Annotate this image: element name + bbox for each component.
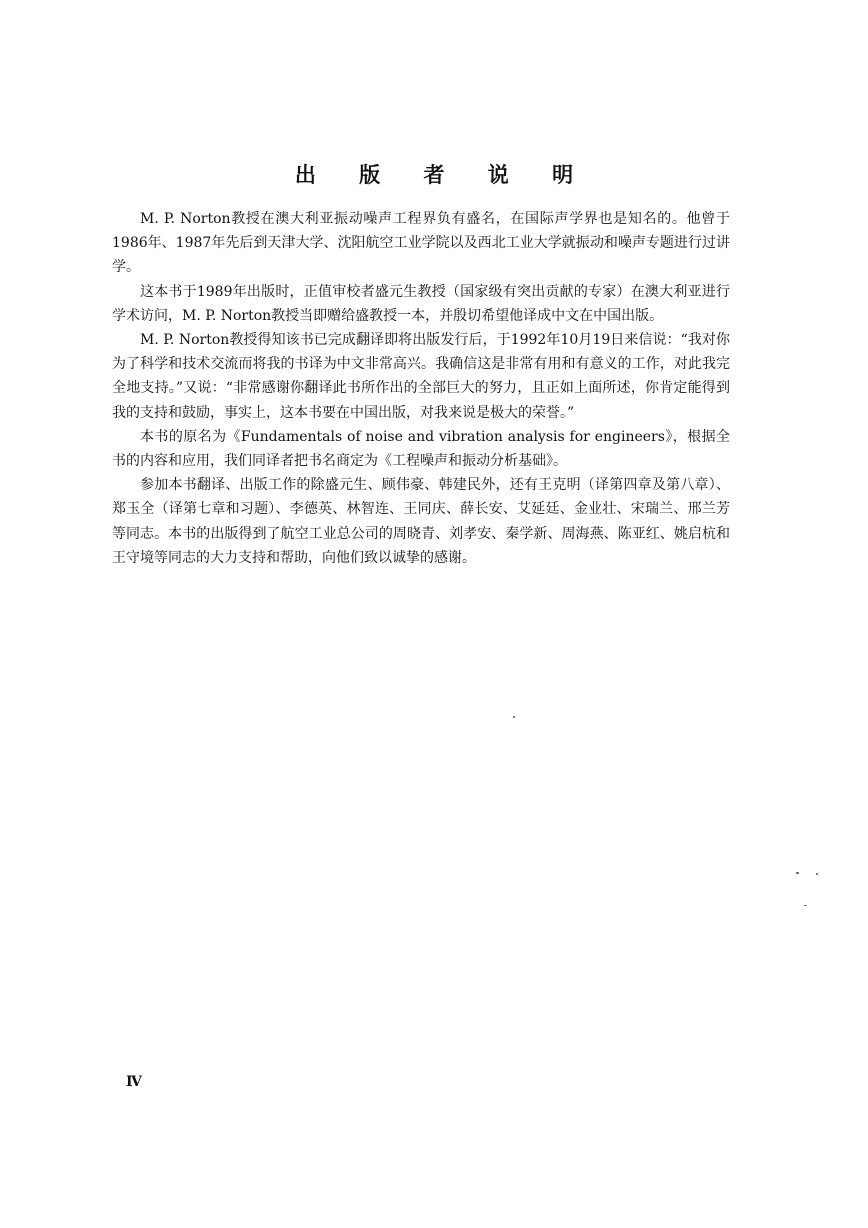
scan-speck [796, 872, 799, 874]
page-number: Ⅳ [126, 1074, 142, 1090]
paragraph-acknowledgements: 参加本书翻译、出版工作的除盛元生、顾伟豪、韩建民外，还有王克明（译第四章及第八章）、郑玉全（译第七章和习题）、李德英、林智连、王同庆、薛长安、艾延廷、金业壮、宋瑞兰、邢兰芳等同志。本书的出版得到了航空工业总公司的周晓青、刘孝安、秦学新、周海燕、陈亚红、姚启杭和王守境等同志的大力支持和帮助，向他们致以诚挚的感谢。 [112, 477, 730, 566]
paragraph-author-intro: M. P. Norton教授在澳大利亚振动噪声工程界负有盛名，在国际声学界也是知名的。他曾于1986年、1987年先后到天津大学、沈阳航空工业学院以及西北工业大学就振动和噪声专题进行过讲学。 [112, 211, 730, 276]
scan-speck [804, 905, 807, 906]
paragraph-author-letter: M. P. Norton教授得知该书已完成翻译即将出版发行后，于1992年10月19日来信说：“我对你为了科学和技术交流而将我的书译为中文非常高兴。我确信这是非常有用和有意义的工作，对此我完全地支持。”又说：“非常感谢你翻译此书所作出的全部巨大的努力，且正如上面所述，你肯定能得到我的支持和鼓励，事实上，这本书要在中国出版，对我来说是极大的荣誉。” [112, 332, 730, 421]
page-title: 出 版 者 说 明 [294, 163, 592, 187]
paragraph-book-title: 本书的原名为《Fundamentals of noise and vibration analysis for engineers》，根据全书的内容和应用，我们同译者把书名商定为《工程噪声和振动分析基础》。 [112, 428, 730, 470]
scan-speck [816, 873, 818, 875]
body-text [112, 207, 730, 570]
scan-speck [513, 716, 515, 718]
paragraph-book-gift: 这本书于1989年出版时，正值审校者盛元生教授（国家级有突出贡献的专家）在澳大利亚进行学术访问，M. P. Norton教授当即赠给盛教授一本，并殷切希望他译成中文在中国出版。 [112, 283, 730, 324]
